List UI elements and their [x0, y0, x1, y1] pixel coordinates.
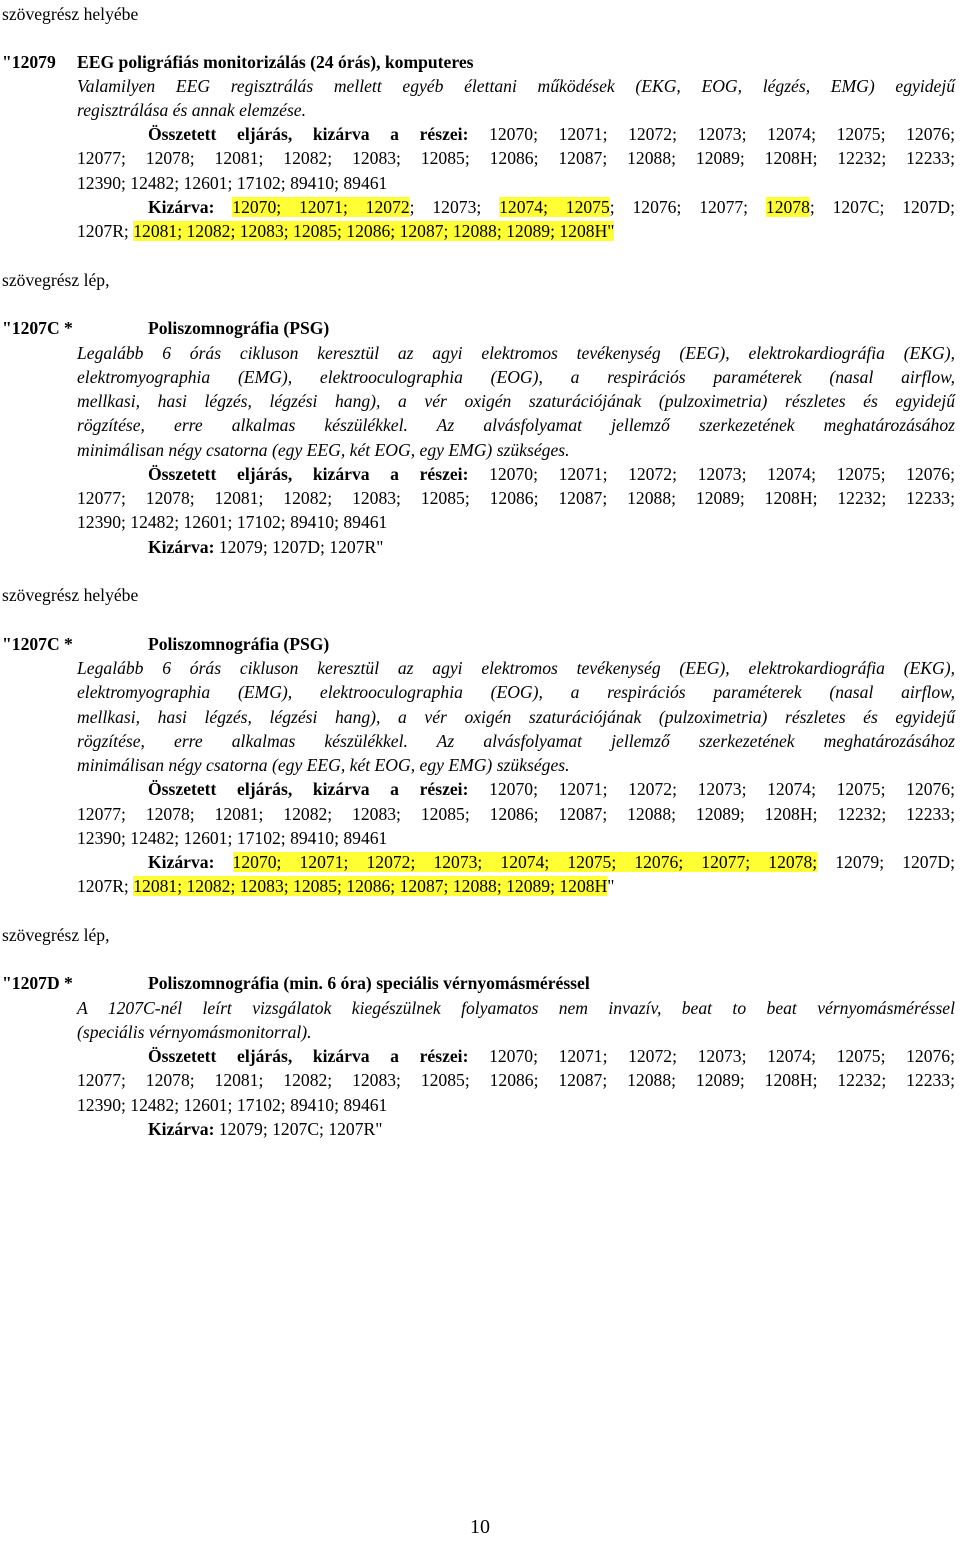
- description-line: minimálisan négy csatorna (egy EEG, két EOG, egy EMG) szükséges.: [77, 755, 570, 775]
- highlighted-codes: 12081; 12082; 12083; 12085; 12086; 12087; 12088; 12089; 1208H": [133, 221, 615, 241]
- kizarva-label: Kizárva:: [148, 852, 215, 872]
- osszetett-codes-line: 12390; 12482; 12601; 17102; 89410; 89461: [77, 173, 388, 193]
- osszetett-codes: 12070; 12071; 12072; 12073; 12074; 12075; 12076;: [489, 1046, 955, 1066]
- section-marker-helyebe: szövegrész helyébe: [2, 4, 139, 24]
- codes: 12079; 1207D; 1207R": [218, 537, 384, 557]
- osszetett-codes: 12070; 12071; 12072; 12073; 12074; 12075; 12076;: [489, 464, 955, 484]
- highlighted-codes: 12081; 12082; 12083; 12085; 12086; 12087; 12088; 12089; 1208H: [133, 876, 608, 896]
- description-line: rögzítése, erre alkalmas készülékkel. Az alvásfolyamat jellemző szerkezetének meghatározásához: [77, 731, 955, 751]
- osszetett-line: [148, 462, 955, 486]
- highlighted-codes: 12078: [765, 197, 810, 217]
- description-line: (speciális vérnyomásmonitorral).: [77, 1022, 312, 1042]
- osszetett-codes-line: 12077; 12078; 12081; 12082; 12083; 12085; 12086; 12087; 12088; 12089; 1208H; 12232; 12233;: [77, 148, 955, 168]
- procedure-title: Poliszomnográfia (min. 6 óra) speciális vérnyomásméréssel: [148, 973, 590, 993]
- osszetett-line: [148, 777, 955, 801]
- codes: ; 12076; 12077;: [609, 197, 766, 217]
- kizarva-line: [77, 219, 614, 243]
- page-number: 10: [470, 1516, 490, 1538]
- description-line: mellkasi, hasi légzés, légzési hang), a vér oxigén szaturációjának (pulzoximetria) részletes és egyidejű: [77, 391, 955, 411]
- kizarva-line: [148, 535, 383, 559]
- procedure-title: EEG poligráfiás monitorizálás (24 órás), komputeres: [77, 52, 474, 72]
- section-marker-helyebe: szövegrész helyébe: [2, 585, 139, 605]
- osszetett-line: [148, 122, 955, 146]
- description-line: elektromyographia (EMG), elektrooculographia (EOG), a respirációs paraméterek (nasal airflow,: [77, 682, 955, 702]
- procedure-code: "12079: [2, 52, 56, 72]
- section-marker-lep: szövegrész lép,: [2, 925, 110, 945]
- highlighted-codes: 12070; 12071; 12072; 12073; 12074; 12075; 12076; 12077; 12078;: [232, 852, 818, 872]
- kizarva-label: Kizárva:: [148, 197, 215, 217]
- description-line: regisztrálása és annak elemzése.: [77, 100, 307, 120]
- osszetett-codes: 12070; 12071; 12072; 12073; 12074; 12075; 12076;: [489, 124, 955, 144]
- description-line: A 1207C-nél leírt vizsgálatok kiegészülnek folyamatos nem invazív, beat to beat vérnyomásméréssel: [77, 998, 955, 1018]
- procedure-code: "1207D *: [2, 973, 73, 993]
- description-line: elektromyographia (EMG), elektrooculographia (EOG), a respirációs paraméterek (nasal airflow,: [77, 367, 955, 387]
- highlighted-codes: 12070; 12071; 12072: [232, 197, 410, 217]
- osszetett-codes: 12070; 12071; 12072; 12073; 12074; 12075; 12076;: [489, 779, 955, 799]
- description-line: minimálisan négy csatorna (egy EEG, két EOG, egy EMG) szükséges.: [77, 440, 570, 460]
- codes: 12079; 1207C; 1207R": [218, 1119, 383, 1139]
- codes: 12079; 1207D;: [817, 852, 955, 872]
- kizarva-line: [148, 195, 955, 219]
- kizarva-line: [77, 874, 614, 898]
- osszetett-label: Összetett eljárás, kizárva a részei:: [148, 124, 469, 144]
- kizarva-line: [148, 1117, 382, 1141]
- osszetett-label: Összetett eljárás, kizárva a részei:: [148, 464, 469, 484]
- procedure-code: "1207C *: [2, 634, 73, 654]
- osszetett-codes-line: 12077; 12078; 12081; 12082; 12083; 12085; 12086; 12087; 12088; 12089; 1208H; 12232; 12233;: [77, 488, 955, 508]
- description-line: Legalább 6 órás cikluson keresztül az agyi elektromos tevékenység (EEG), elektrokardiográfia (EKG),: [77, 658, 955, 678]
- codes: ; 12073;: [409, 197, 500, 217]
- osszetett-codes-line: 12077; 12078; 12081; 12082; 12083; 12085; 12086; 12087; 12088; 12089; 1208H; 12232; 12233;: [77, 804, 955, 824]
- codes: 1207R;: [77, 876, 134, 896]
- section-marker-lep: szövegrész lép,: [2, 270, 110, 290]
- osszetett-codes-line: 12390; 12482; 12601; 17102; 89410; 89461: [77, 1095, 388, 1115]
- description-line: Legalább 6 órás cikluson keresztül az agyi elektromos tevékenység (EEG), elektrokardiográfia (EKG),: [77, 343, 955, 363]
- kizarva-line: [148, 850, 955, 874]
- osszetett-codes-line: 12077; 12078; 12081; 12082; 12083; 12085; 12086; 12087; 12088; 12089; 1208H; 12232; 12233;: [77, 1070, 955, 1090]
- codes: ": [607, 876, 615, 896]
- procedure-title: Poliszomnográfia (PSG): [148, 634, 330, 654]
- description-line: Valamilyen EEG regisztrálás mellett egyéb élettani működések (EKG, EOG, légzés, EMG) egyidejű: [77, 76, 955, 96]
- description-line: rögzítése, erre alkalmas készülékkel. Az alvásfolyamat jellemző szerkezetének meghatározásához: [77, 415, 955, 435]
- kizarva-label: Kizárva:: [148, 537, 215, 557]
- highlighted-codes: 12074; 12075: [499, 197, 610, 217]
- description-line: mellkasi, hasi légzés, légzési hang), a vér oxigén szaturációjának (pulzoximetria) részletes és egyidejű: [77, 707, 955, 727]
- codes: 1207R;: [77, 221, 134, 241]
- osszetett-label: Összetett eljárás, kizárva a részei:: [148, 1046, 469, 1066]
- kizarva-label: Kizárva:: [148, 1119, 215, 1139]
- osszetett-label: Összetett eljárás, kizárva a részei:: [148, 779, 469, 799]
- osszetett-codes-line: 12390; 12482; 12601; 17102; 89410; 89461: [77, 828, 388, 848]
- osszetett-line: [148, 1044, 955, 1068]
- codes: ; 1207C; 1207D;: [809, 197, 956, 217]
- procedure-code: "1207C *: [2, 318, 73, 338]
- procedure-title: Poliszomnográfia (PSG): [148, 318, 330, 338]
- osszetett-codes-line: 12390; 12482; 12601; 17102; 89410; 89461: [77, 512, 388, 532]
